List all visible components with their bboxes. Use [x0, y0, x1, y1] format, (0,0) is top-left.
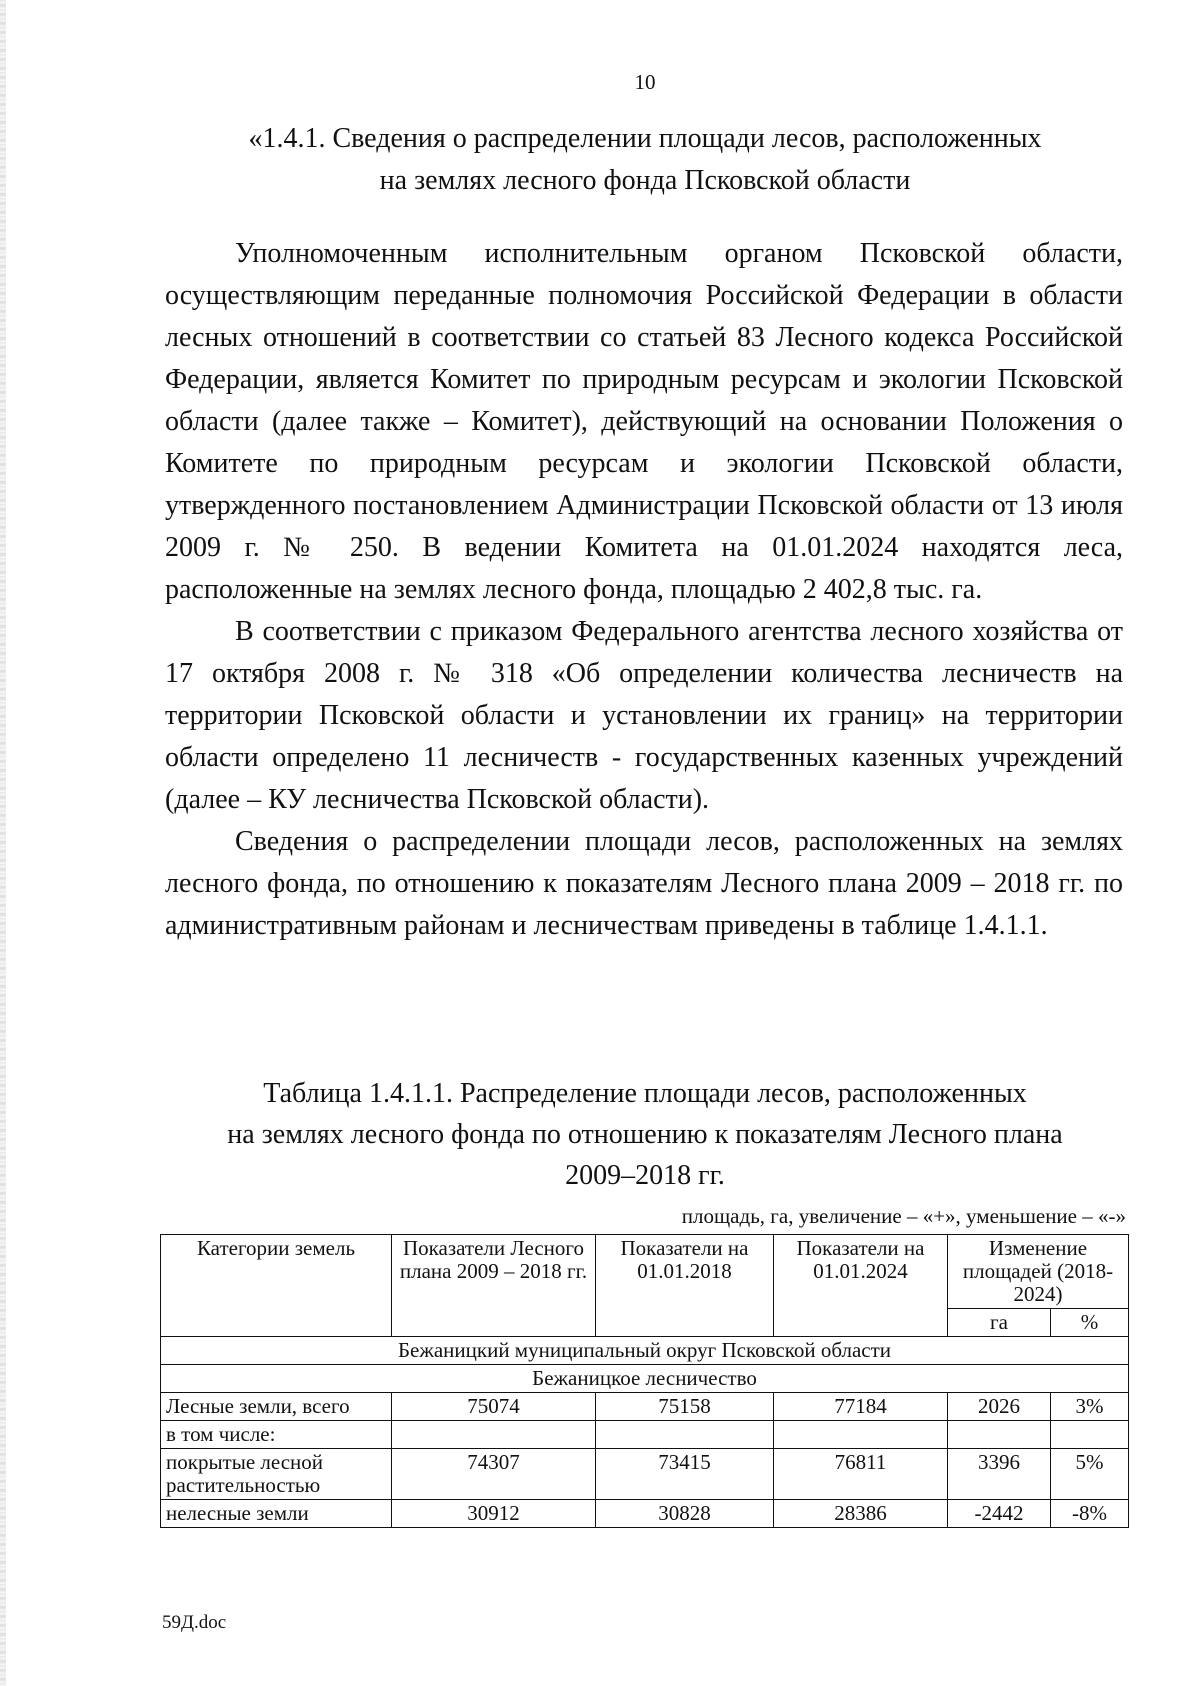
district-row: [161, 1337, 1129, 1365]
table-caption-line-1: Таблица 1.4.1.1. Распределение площади лесов, расположенных: [263, 1078, 1027, 1109]
header-category: Категории земель: [161, 1235, 392, 1337]
forest-area-table: [160, 1234, 1129, 1528]
cell-change-pct: 3%: [1051, 1393, 1129, 1421]
cell-change-ha: [948, 1421, 1051, 1449]
cell-change-ha: -2442: [948, 1500, 1051, 1528]
cell-category: Лесные земли, всего: [161, 1393, 392, 1421]
cell-2018: [596, 1421, 774, 1449]
table-row: [161, 1449, 1129, 1500]
forestry-name: Бежаницкое лесничество: [161, 1365, 1129, 1393]
cell-change-ha: 3396: [948, 1449, 1051, 1500]
header-change-pct: %: [1051, 1309, 1129, 1337]
scan-edge: [0, 0, 6, 1686]
cell-change-pct: -8%: [1051, 1500, 1129, 1528]
cell-2018: 73415: [596, 1449, 774, 1500]
section-title-line-2: на землях лесного фонда Псковской области: [379, 165, 911, 196]
table-header-row: [161, 1235, 1129, 1309]
forestry-row: [161, 1365, 1129, 1393]
cell-plan: [392, 1421, 596, 1449]
header-2024: Показатели на 01.01.2024: [774, 1235, 948, 1337]
table-caption-line-3: 2009–2018 гг.: [565, 1160, 725, 1191]
cell-2024: 77184: [774, 1393, 948, 1421]
table-row: [161, 1393, 1129, 1421]
table-caption: [160, 1073, 1130, 1196]
section-title-line-1: «1.4.1. Сведения о распределении площади лесов, расположенных: [248, 123, 1042, 154]
cell-2018: 75158: [596, 1393, 774, 1421]
footer-filename: 59Д.doc: [162, 1612, 227, 1633]
table-units-note: площадь, га, увеличение – «+», уменьшение – «-»: [681, 1204, 1126, 1228]
table-caption-line-2: на землях лесного фонда по отношению к показателям Лесного плана: [227, 1119, 1063, 1150]
header-2018: Показатели на 01.01.2018: [596, 1235, 774, 1337]
cell-2024: 76811: [774, 1449, 948, 1500]
paragraph: Уполномоченным исполнительным органом Псковской области, осуществляющим переданные полномочия Российской Федерации в области лесных отношений в соответствии со статьей 83 Лесного кодекса Российской Федерации, является Комитет по природным ресурсам и экологии Псковской области (далее также – Комитет), действующий на основании Положения о Комитете по природным ресурсам и экологии Псковской области, утвержденного постановлением Администрации Псковской области от 13 июля 2009 г. № 250. В ведении Комитета на 01.01.2024 находятся леса, расположенные на землях лесного фонда, площадью 2 402,8 тыс. га.: [165, 238, 1123, 605]
paragraph: Сведения о распределении площади лесов, расположенных на землях лесного фонда, по отношению к показателям Лесного плана 2009 – 2018 гг. по административным районам и лесничествам приведены в таблице 1.4.1.1.: [165, 826, 1123, 941]
cell-category: в том числе:: [161, 1421, 392, 1449]
cell-2024: 28386: [774, 1500, 948, 1528]
paragraph: В соответствии с приказом Федерального агентства лесного хозяйства от 17 октября 2008 г. № 318 «Об определении количества лесничеств на территории Псковской области и установлении их границ» на территории области определено 11 лесничеств - государственных казенных учреждений (далее – КУ лесничества Псковской области).: [165, 616, 1123, 815]
header-change-ha: га: [948, 1309, 1051, 1337]
page-number: 10: [634, 70, 656, 94]
cell-change-pct: [1051, 1421, 1129, 1449]
cell-2018: 30828: [596, 1500, 774, 1528]
header-change: Изменение площадей (2018-2024): [948, 1235, 1129, 1309]
cell-plan: 75074: [392, 1393, 596, 1421]
body-text: [165, 233, 1123, 947]
header-plan: Показатели Лесного плана 2009 – 2018 гг.: [392, 1235, 596, 1337]
section-title: [160, 118, 1130, 202]
cell-2024: [774, 1421, 948, 1449]
cell-category: нелесные земли: [161, 1500, 392, 1528]
cell-category: покрытые лесной растительностью: [161, 1449, 392, 1500]
district-name: Бежаницкий муниципальный округ Псковской области: [161, 1337, 1129, 1365]
table-row: [161, 1500, 1129, 1528]
cell-plan: 74307: [392, 1449, 596, 1500]
table-row: [161, 1421, 1129, 1449]
cell-change-pct: 5%: [1051, 1449, 1129, 1500]
cell-plan: 30912: [392, 1500, 596, 1528]
cell-change-ha: 2026: [948, 1393, 1051, 1421]
